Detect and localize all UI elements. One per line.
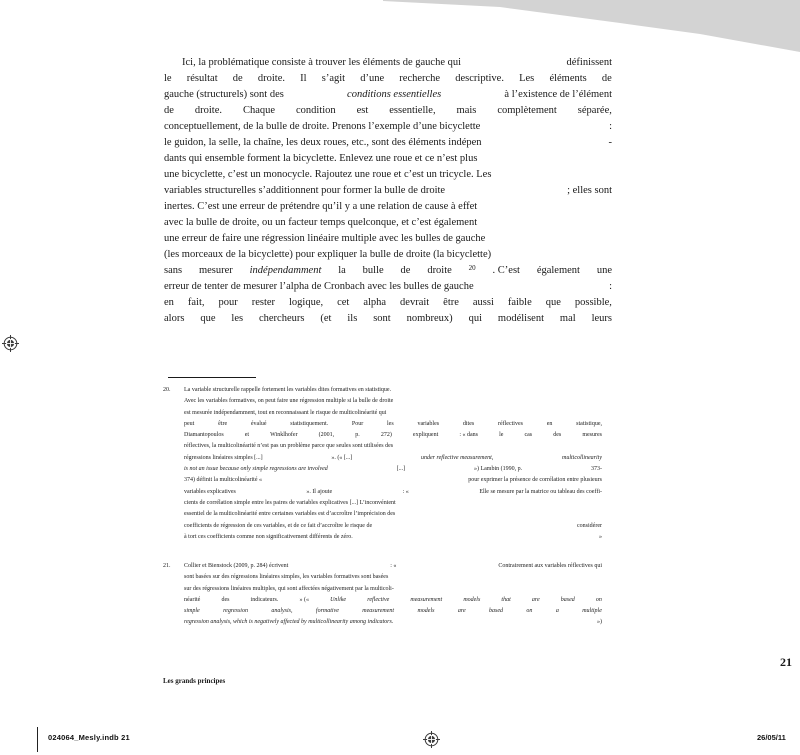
footnote-21 [163, 561, 602, 629]
text-segment: Diamantopoulos [184, 432, 224, 439]
text-segment: : « [402, 488, 409, 495]
text-segment: régressions linéaires simples [...] [184, 454, 263, 461]
text-segment: sont basées sur des régressions linéaires simples, les variables formatives sont basées [184, 574, 389, 581]
text-segment: conditions essentielles [347, 89, 442, 100]
text-segment: pour exprimer la présence de corrélation entre plusieurs [468, 477, 602, 484]
text-segment: le [164, 73, 172, 84]
text-line [164, 55, 612, 71]
text-line [164, 311, 612, 327]
text-segment: avec la bulle de droite, ou un facteur temps quelconque, et c’est également [164, 217, 478, 228]
text-segment: descriptive. [455, 73, 504, 84]
decorative-gray-wedge [0, 0, 800, 54]
text-segment: (et [320, 313, 332, 324]
text-segment: condition [295, 105, 336, 116]
text-segment: de [601, 73, 612, 84]
text-segment: statistiquement. [290, 420, 329, 427]
text-segment: nombreux) [406, 313, 453, 324]
text-segment: une bicyclette, c’est un monocycle. Rajoutez une roue et c’est un tricycle. Les [164, 169, 492, 180]
text-line [184, 385, 602, 396]
text-segment: évalué [250, 420, 267, 427]
text-segment: droite [427, 265, 452, 276]
text-line [164, 167, 612, 183]
text-line [184, 453, 602, 464]
text-segment: are [457, 608, 466, 615]
file-slug-label: 024064_Mesly.indb 21 [48, 733, 130, 742]
text-segment: . C’est [492, 265, 520, 276]
text-segment: ». (« [...] [331, 454, 353, 461]
text-segment: bulle [362, 265, 384, 276]
text-segment: p. [355, 432, 360, 439]
text-line [184, 606, 602, 617]
text-segment: models [417, 608, 435, 615]
text-line [184, 617, 602, 628]
text-line [164, 135, 612, 151]
text-segment: mesures [582, 432, 602, 439]
text-segment: le [499, 432, 504, 439]
text-segment: recherche [399, 73, 441, 84]
text-line [164, 199, 612, 215]
text-segment: chercheurs [258, 313, 305, 324]
text-segment: des [553, 432, 562, 439]
page-number: 21 [780, 655, 792, 669]
text-segment: définissent [566, 57, 612, 68]
text-segment: peut [184, 420, 195, 427]
text-segment: ») [597, 619, 602, 626]
text-segment: mais [456, 105, 477, 116]
text-line [184, 464, 602, 475]
text-segment: à l’existence de l’élément [504, 89, 612, 100]
text-segment: logique, [289, 297, 324, 308]
text-segment: de [164, 105, 174, 116]
text-segment: ». Il ajoute [306, 488, 333, 495]
text-segment: essentielle, [389, 105, 436, 116]
text-segment: aussi [472, 297, 494, 308]
text-segment: reflective [367, 596, 390, 603]
text-segment: formative [315, 608, 339, 615]
text-segment: Collier et Bienstock (2009, p. 284) écrivent [184, 563, 289, 569]
date-stamp-label: 26/05/11 [757, 733, 786, 742]
text-line [164, 151, 612, 167]
text-segment: conceptuellement, de la bulle de droite. Prenons l’exemple d’une bicyclette [164, 121, 481, 132]
text-segment: cet [337, 297, 350, 308]
text-line [184, 396, 602, 407]
running-footer: Les grands principes [163, 677, 226, 685]
text-segment: simple [184, 608, 200, 615]
text-segment: are [531, 596, 540, 603]
text-line [184, 487, 602, 498]
text-segment: modélisent [497, 313, 544, 324]
text-segment: est [356, 105, 369, 116]
text-segment: fait, [187, 297, 205, 308]
text-segment: - [608, 137, 612, 148]
text-segment: Contrairement aux variables réflectives qui [498, 563, 602, 569]
text-segment: dants qui ensemble forment la bicyclette. Enlevez une roue et ce n’est plus [164, 153, 478, 164]
text-segment: based [489, 608, 504, 615]
text-segment: essentiel de la multicolinéarité entre certaines variables est d’accroître l’imprécision des [184, 511, 396, 518]
text-segment: Avec les variables formatives, on peut faire une régression multiple si la bulle de droite [184, 398, 394, 405]
text-segment: être [218, 420, 228, 427]
text-line [164, 87, 612, 103]
text-segment: sur des régressions linéaires multiples, qui sont affectées négativement par la multicoli- [184, 585, 394, 592]
text-line [164, 231, 612, 247]
text-line [164, 295, 612, 311]
text-segment: Winklhofer [270, 432, 298, 439]
text-segment: is not an issue because only simple regressions are involved [184, 466, 328, 473]
text-segment: [...] [396, 466, 406, 473]
text-line [184, 595, 602, 606]
text-line [184, 521, 602, 532]
text-segment: regression analysis, which is negatively affected by multicollinearity among indicators. [184, 619, 394, 626]
text-line [184, 475, 602, 486]
text-line [184, 419, 602, 430]
text-segment: (les morceaux de la bicyclette) pour expliquer la bulle de droite (la bicyclette) [164, 249, 492, 260]
text-segment: Unlike [330, 596, 347, 603]
text-segment: inertes. C’est une erreur de prétendre qu’il y a une relation de cause à effet [164, 201, 478, 212]
text-segment: » (« [299, 596, 309, 603]
text-segment: d’une [360, 73, 385, 84]
text-segment: 373- [590, 466, 602, 473]
text-segment: faible [507, 297, 532, 308]
text-segment: le guidon, la selle, la chaîne, les deux roues, etc., sont des éléments indépen [164, 137, 482, 148]
text-segment: être [443, 297, 459, 308]
text-segment: rester [251, 297, 276, 308]
text-segment: à tort ces coefficients comme non significativement différents de zéro. [184, 533, 353, 540]
registration-mark-icon [423, 731, 440, 748]
footnote-number: 21. [163, 563, 171, 569]
registration-mark-icon [2, 335, 19, 352]
text-line [184, 572, 602, 583]
text-segment: » [599, 533, 602, 540]
text-segment: en [546, 420, 553, 427]
text-segment: également [536, 265, 580, 276]
text-segment: (2001, [318, 432, 335, 439]
text-line [184, 561, 602, 572]
text-segment: statistique, [576, 420, 602, 427]
footnote-rule [168, 377, 256, 378]
text-segment: ; elles sont [567, 185, 612, 196]
text-segment: based [560, 596, 575, 603]
text-line [164, 71, 612, 87]
text-segment: multiple [582, 608, 602, 615]
footnote-text [184, 385, 602, 543]
text-segment: une [596, 265, 612, 276]
text-segment: ») Lambin (1990, p. [473, 466, 523, 473]
text-segment: La variable structurelle rappelle fortement les variables dites formatives en statistique. [184, 387, 392, 393]
text-segment: en [164, 297, 174, 308]
text-segment: que [200, 313, 216, 324]
text-segment: models [463, 596, 481, 603]
text-segment: 374) définit la multicolinéarité « [184, 477, 262, 484]
footnote-text [184, 561, 602, 629]
text-segment: a [555, 608, 559, 615]
text-line [164, 183, 612, 199]
text-segment: measurement [410, 596, 443, 603]
text-line [164, 263, 612, 279]
text-segment: on [526, 608, 533, 615]
text-segment: that [501, 596, 511, 603]
text-segment: cients de corrélation simple entre les paires de variables explicatives [...] L’inconvénient [184, 499, 396, 506]
text-segment: leurs [591, 313, 612, 324]
text-segment: les [387, 420, 394, 427]
text-segment: alors [164, 313, 185, 324]
text-segment: des [221, 596, 230, 603]
text-segment: ils [347, 313, 358, 324]
text-line [164, 119, 612, 135]
text-segment: 272) [380, 432, 392, 439]
text-segment: la [338, 265, 346, 276]
text-segment: indépendamment [249, 265, 322, 276]
text-segment: multicollinearity [562, 454, 602, 461]
text-segment: analysis, [271, 608, 293, 615]
text-segment: de [400, 265, 411, 276]
text-segment: under reflective measurement, [420, 454, 494, 461]
text-segment: complètement [497, 105, 557, 116]
text-line [184, 509, 602, 520]
body-text-block [164, 55, 612, 327]
text-segment: mal [559, 313, 576, 324]
text-segment: Ici, la problématique consiste à trouver les éléments de gauche qui [182, 57, 462, 68]
text-segment: Les [519, 73, 535, 84]
text-segment: : « dans [459, 432, 478, 439]
text-segment: coefficients de régression de ces variables, et de ce fait d’accroître le risque de [184, 522, 373, 529]
text-segment: on [595, 596, 602, 603]
text-segment: dites [462, 420, 475, 427]
text-segment: variables [417, 420, 440, 427]
text-line [184, 441, 602, 452]
text-segment: Chaque [242, 105, 276, 116]
text-segment: sont [373, 313, 391, 324]
text-segment: measurement [362, 608, 395, 615]
text-segment: gauche (structurels) sont des [164, 89, 284, 100]
text-segment: droite. [194, 105, 222, 116]
text-segment: éléments [549, 73, 587, 84]
text-segment: indicateurs. [250, 596, 279, 603]
text-segment: variables explicatives [184, 488, 236, 495]
text-segment: Pour [351, 420, 364, 427]
text-segment: erreur de tenter de mesurer l’alpha de Cronbach avec les bulles de gauche [164, 281, 474, 292]
text-segment: alpha [363, 297, 387, 308]
text-segment: possible, [574, 297, 612, 308]
footnote-reference: 20 [468, 264, 476, 272]
text-segment: regression [223, 608, 248, 615]
text-segment: expliquent [412, 432, 439, 439]
text-segment: séparée, [577, 105, 612, 116]
text-segment: une erreur de faire une régression linéaire multiple avec les bulles de gauche [164, 233, 486, 244]
text-segment: devrait [400, 297, 430, 308]
text-line [164, 279, 612, 295]
text-segment: sans [164, 265, 183, 276]
text-line [164, 215, 612, 231]
text-segment: Elle se mesure par la matrice ou tableau des coeffi- [479, 488, 602, 495]
text-segment: et [244, 432, 250, 439]
text-segment: pour [218, 297, 238, 308]
text-segment: que [545, 297, 561, 308]
text-line [164, 103, 612, 119]
text-segment: réflectives [497, 420, 523, 427]
text-line [184, 430, 602, 441]
footnote-20 [163, 385, 602, 543]
text-segment: les [231, 313, 244, 324]
text-segment: droite. [257, 73, 285, 84]
text-line [164, 247, 612, 263]
text-segment: mesurer [198, 265, 233, 276]
text-line [184, 532, 602, 543]
text-segment: résultat [186, 73, 218, 84]
text-segment: est mesurée indépendamment, tout en reconnaissant le risque de multicolinéarité qui [184, 409, 387, 416]
text-segment: s’agit [321, 73, 346, 84]
text-segment: cas [524, 432, 533, 439]
text-segment: qui [468, 313, 483, 324]
text-segment: considérer [577, 522, 602, 529]
trim-mark [37, 727, 38, 752]
text-line [184, 408, 602, 419]
text-segment: : [609, 121, 612, 132]
text-segment: Il [300, 73, 307, 84]
text-segment: réflectives, la multicolinéarité n’est pas un problème parce que seules sont utilisées des [184, 443, 394, 450]
text-segment: de [232, 73, 243, 84]
text-segment: néarité [184, 596, 201, 603]
footnote-number: 20. [163, 387, 171, 393]
text-segment: : « [390, 563, 397, 569]
text-line [184, 584, 602, 595]
text-line [184, 498, 602, 509]
text-segment: : [609, 281, 612, 292]
text-segment: variables structurelles s’additionnent pour former la bulle de droite [164, 185, 446, 196]
